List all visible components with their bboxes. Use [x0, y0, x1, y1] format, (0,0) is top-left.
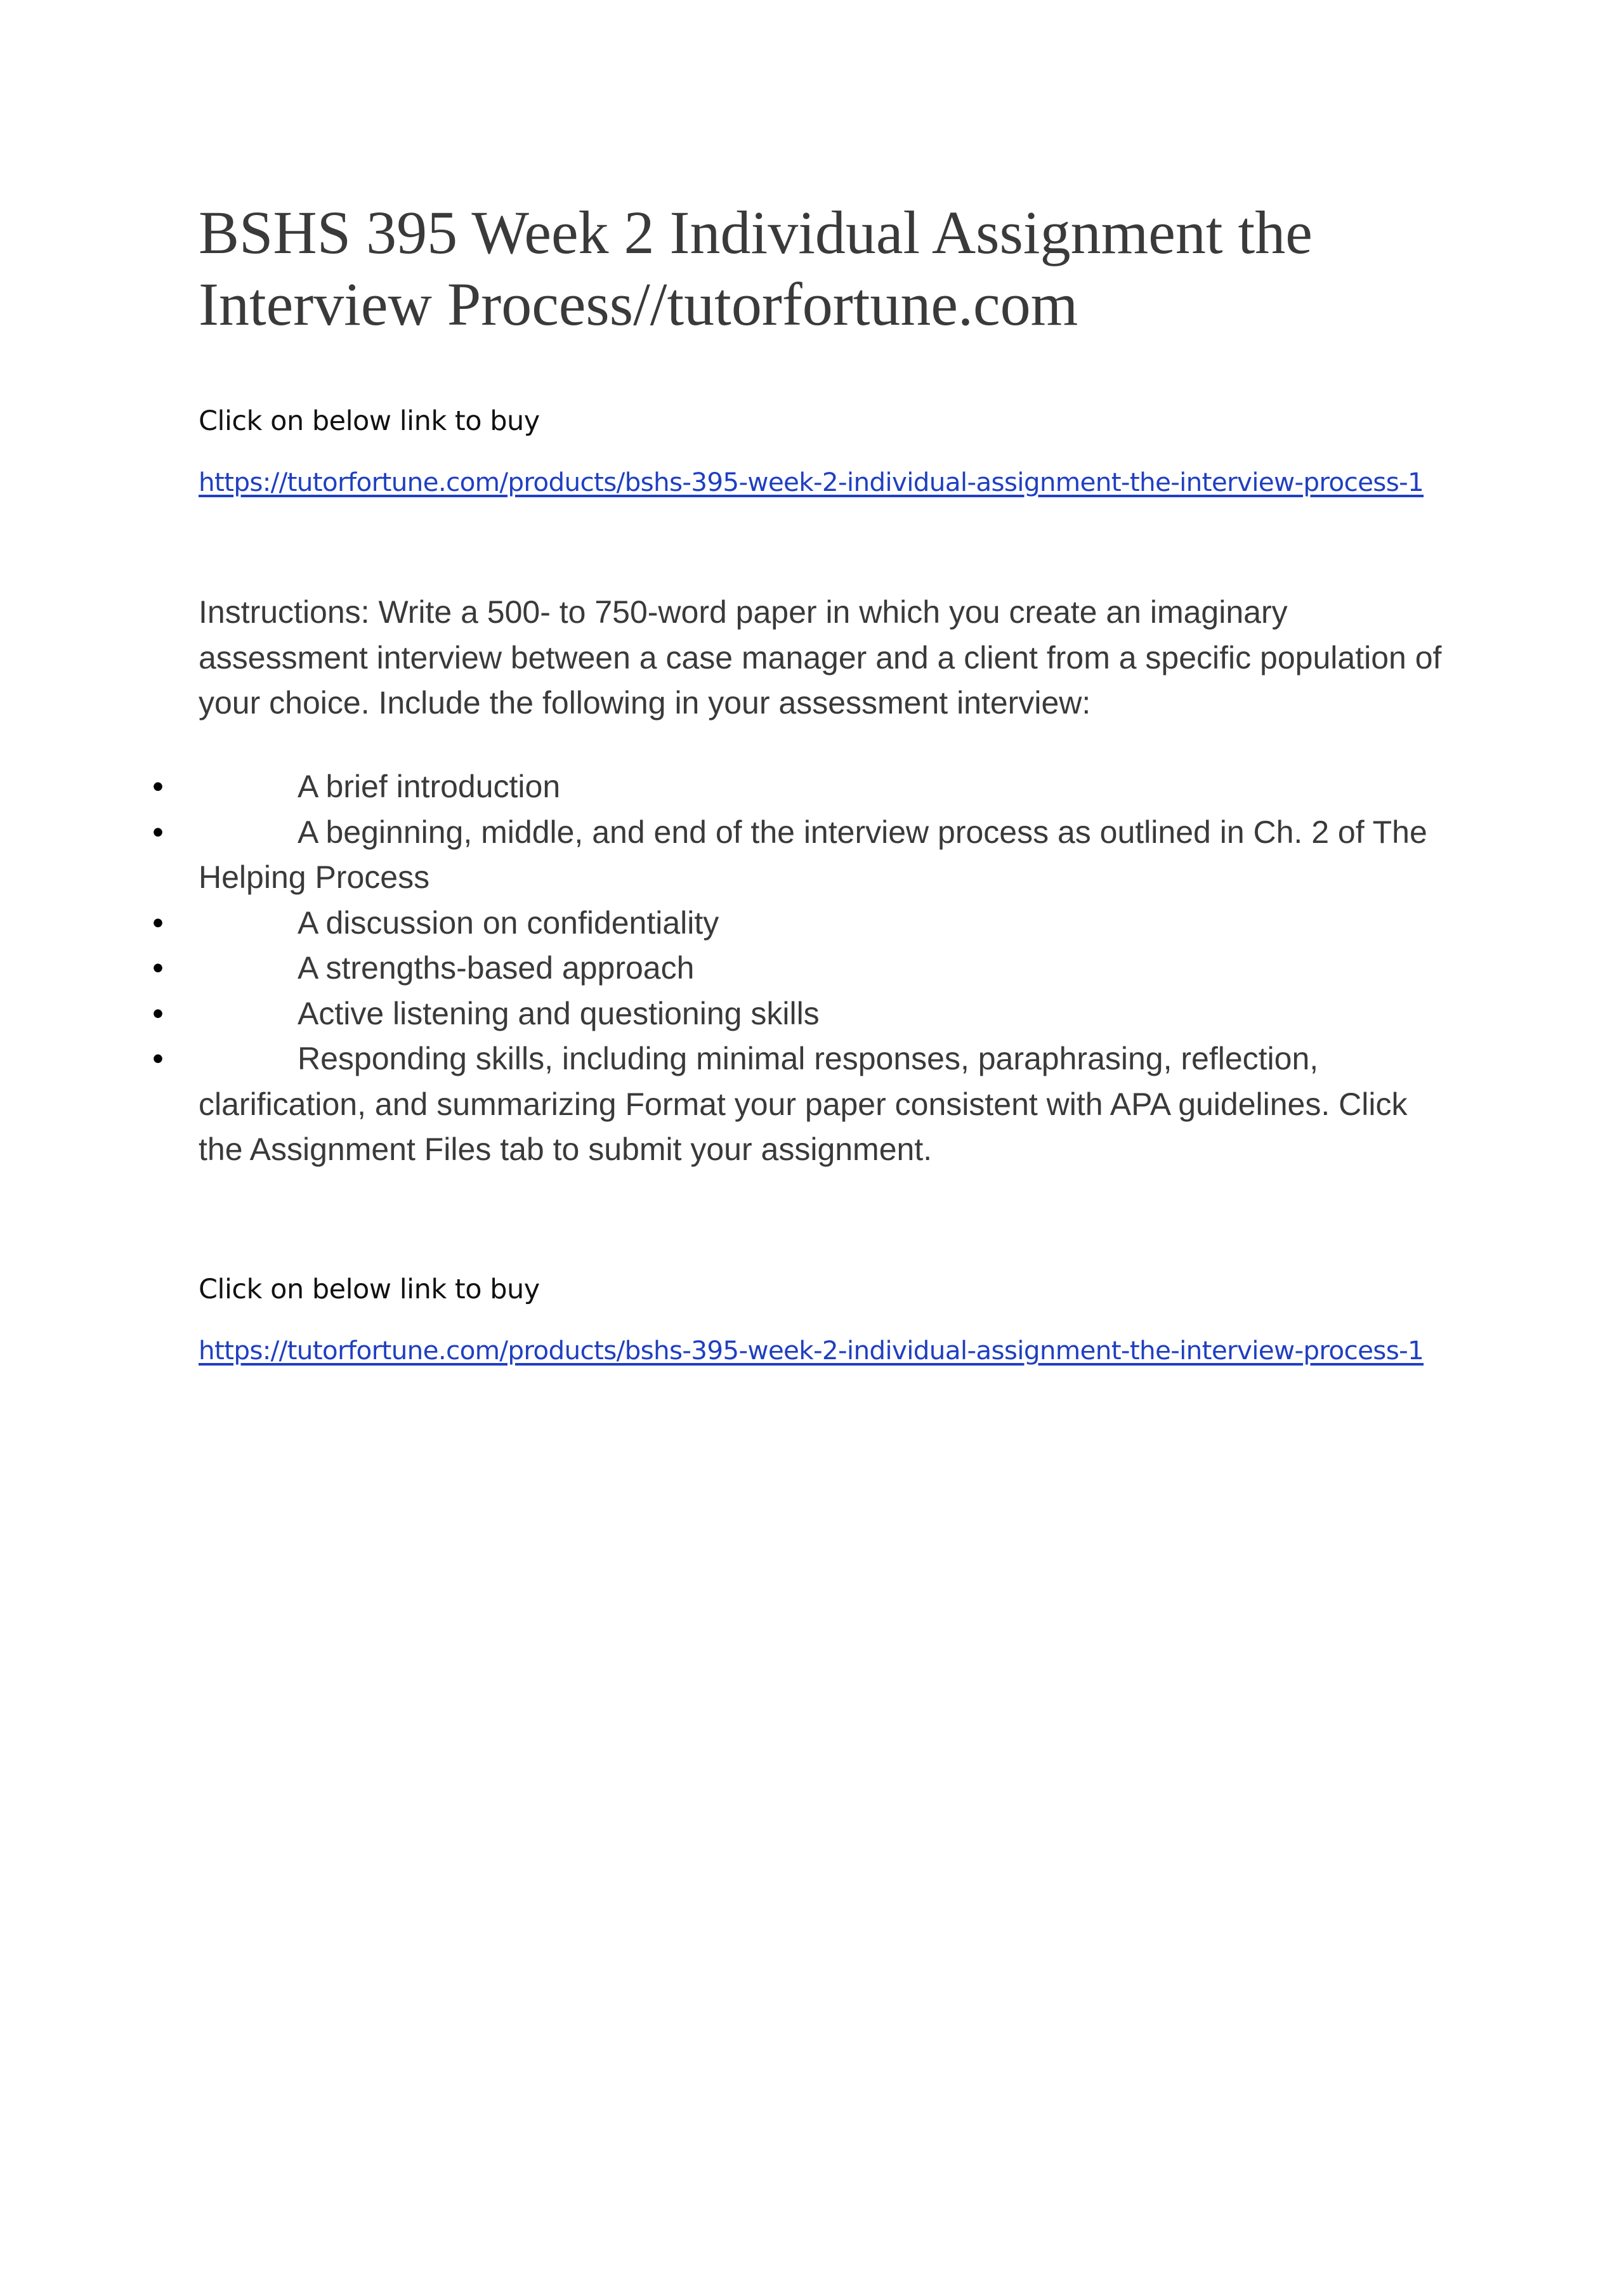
list-item-text: Responding skills, including minimal responses, paraphrasing, reflection, clarification, and summarizing Format your paper consistent with APA guidelines. Click the Assignment Files tab to submit your assignment.	[199, 1041, 1408, 1167]
list-item	[152, 1036, 1455, 1173]
instructions-paragraph: Instructions: Write a 500- to 750-word paper in which you create an imaginary assessment interview between a case manager and a client from a specific population of your choice. Include the following in your assessment interview:	[199, 594, 1442, 721]
buy-prompt-top: Click on below link to buy	[199, 405, 540, 437]
bullet-icon: •	[152, 814, 164, 850]
list-item	[152, 901, 1455, 946]
buy-prompt-bottom: Click on below link to buy	[199, 1274, 540, 1305]
buy-link-top[interactable]: https://tutorfortune.com/products/bshs-395-week-2-individual-assignment-the-interview-process-1	[199, 467, 1424, 497]
list-item-text: A brief introduction	[298, 769, 561, 804]
list-item	[152, 991, 1455, 1037]
document-title: BSHS 395 Week 2 Individual Assignment the Interview Process//tutorfortune.com	[199, 199, 1313, 338]
list-item	[152, 946, 1455, 991]
bullet-icon: •	[152, 1041, 164, 1076]
list-item-text: A beginning, middle, and end of the interview process as outlined in Ch. 2 of The Helping Process	[199, 814, 1427, 895]
buy-link-bottom[interactable]: https://tutorfortune.com/products/bshs-395-week-2-individual-assignment-the-interview-process-1	[199, 1335, 1424, 1366]
list-item-text: A discussion on confidentiality	[298, 904, 719, 941]
list-item	[152, 810, 1455, 901]
bullet-icon: •	[152, 904, 164, 941]
bullet-icon: •	[152, 950, 164, 986]
list-item-text: Active listening and questioning skills	[298, 995, 820, 1031]
list-item-text: A strengths-based approach	[298, 950, 695, 986]
bullet-icon: •	[152, 769, 164, 804]
bullet-icon: •	[152, 995, 164, 1031]
requirements-list	[152, 764, 1455, 1173]
list-item	[152, 764, 1455, 810]
